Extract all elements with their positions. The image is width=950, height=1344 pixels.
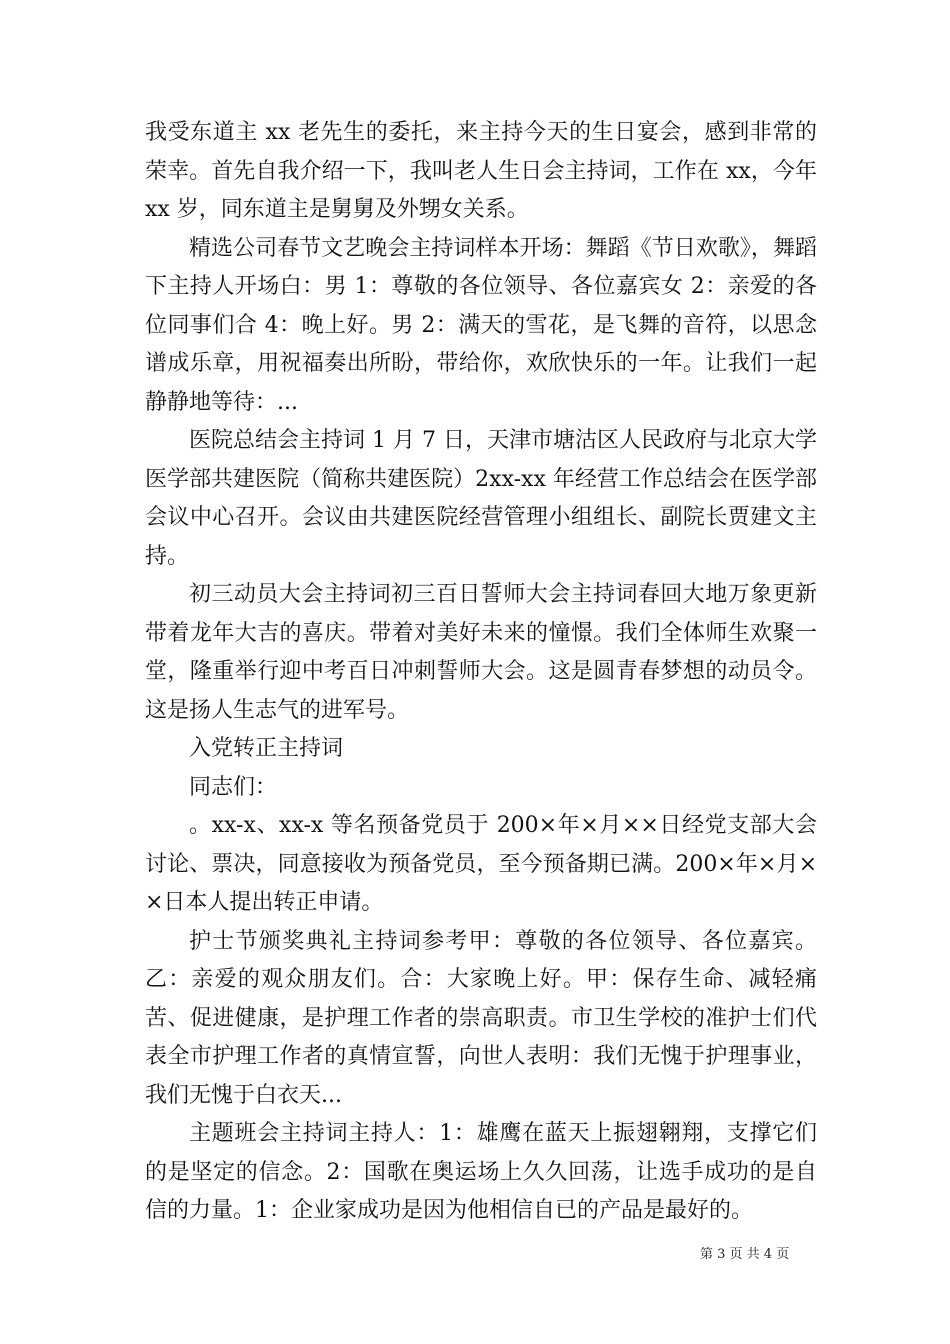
paragraph-comrades: 同志们： bbox=[189, 774, 278, 800]
paragraph-spring-gala: 精选公司春节文艺晚会主持词样本开场：舞蹈《节日欢歌》，舞蹈下主持人开场白：男 1：尊敬的各位领导、各位嘉宾女 2：亲爱的各位同事们合 4：晚上好。男 2：满天的雪花，是飞舞的音符，以思念谱成乐章，用祝福奏出所盼，带给你，欢欣快乐的一年。让我们一起静静地等待：... bbox=[145, 235, 817, 415]
paragraph-birthday-banquet: 我受东道主 xx 老先生的委托，来主持今天的生日宴会，感到非常的荣幸。首先自我介绍一下，我叫老人生日会主持词，工作在 xx，今年 xx 岁，同东道主是舅舅及外甥女关系。 bbox=[145, 120, 817, 222]
document-body bbox=[145, 114, 817, 1231]
paragraph-nurse-day: 护士节颁奖典礼主持词参考甲：尊敬的各位领导、各位嘉宾。乙：亲爱的观众朋友们。合：大家晚上好。甲：保存生命、减轻痛苦、促进健康，是护理工作者的崇高职责。市卫生学校的准护士们代表全市护理工作者的真情宣誓，向世人表明：我们无愧于护理事业，我们无愧于白衣天... bbox=[145, 928, 817, 1108]
page-number: 第 3 页 共 4 页 bbox=[700, 1247, 790, 1262]
paragraph-party-heading: 入党转正主持词 bbox=[189, 736, 344, 761]
paragraph-exam-rally: 初三动员大会主持词初三百日誓师大会主持词春回大地万象更新带着龙年大吉的喜庆。带着对美好未来的憧憬。我们全体师生欢聚一堂，隆重举行迎中考百日冲刺誓师大会。这是圆青春梦想的动员令。这是扬人生志气的进军号。 bbox=[145, 582, 817, 723]
paragraph-probation: 。xx-x、xx-x 等名预备党员于 200×年×月××日经党支部大会讨论、票决，同意接收为预备党员，至今预备期已满。200×年×月××日本人提出转正申请。 bbox=[145, 813, 817, 915]
paragraph-class-meeting: 主题班会主持词主持人：1：雄鹰在蓝天上振翅翱翔，支撑它们的是坚定的信念。2：国歌在奥运场上久久回荡，让选手成功的是自信的力量。1：企业家成功是因为他相信自已的产品是最好的。 bbox=[145, 1121, 817, 1223]
paragraph-hospital-summary: 医院总结会主持词 1 月 7 日，天津市塘沽区人民政府与北京大学医学部共建医院（简称共建医院）2xx-xx 年经营工作总结会在医学部会议中心召开。会议由共建医院经营管理小组组长、副院长贾建文主持。 bbox=[145, 428, 818, 569]
